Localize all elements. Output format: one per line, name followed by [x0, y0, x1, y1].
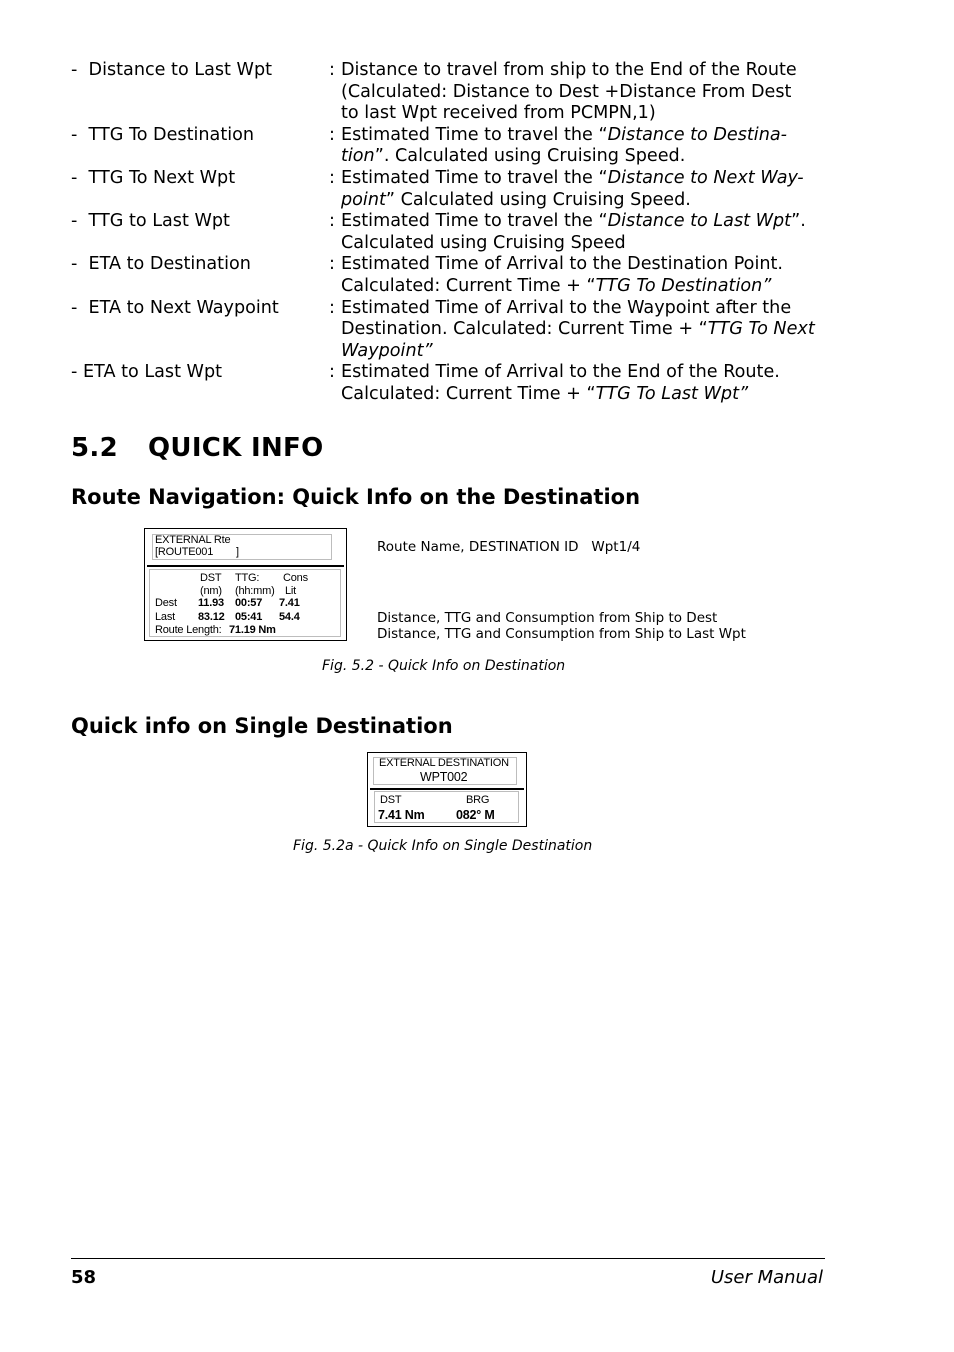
dst-label: DST: [380, 794, 402, 806]
route-name: [ROUTE001 ]: [155, 546, 239, 558]
section-number: 5.2: [71, 433, 118, 463]
dest-ttg: 00:57: [235, 597, 263, 609]
section-heading: [71, 433, 323, 463]
definition-term: - TTG To Destination: [71, 124, 255, 145]
definition-row: - ETA to Next Waypoint : Estimated Time of Arrival to the Waypoint after the Destination. Calculated: Current Time + “TTG To Next Waypoint”: [71, 298, 827, 363]
route-quick-info-panel: [144, 528, 347, 641]
definition-term: - ETA to Destination: [71, 254, 251, 275]
note-last: Distance, TTG and Consumption from Ship to Last Wpt: [377, 626, 746, 642]
destination-id: WPT002: [420, 770, 468, 784]
dest-cons: 7.41: [279, 597, 300, 609]
definition-row: - TTG to Last Wpt : Estimated Time to travel the “Distance to Last Wpt”. Calculated using Cruising Speed: [71, 211, 827, 254]
last-cons: 54.4: [279, 611, 300, 623]
dest-dst: 11.93: [198, 597, 224, 609]
note-route-name: Route Name, DESTINATION ID Wpt1/4: [377, 539, 641, 555]
row-label-last: Last: [155, 611, 175, 623]
figure-caption: Fig. 5.2a - Quick Info on Single Destination: [293, 838, 593, 854]
subheading-route-navigation: Route Navigation: Quick Info on the Destination: [71, 485, 641, 509]
external-destination-label: EXTERNAL DESTINATION: [379, 757, 509, 769]
definition-term: - TTG To Next Wpt: [71, 167, 236, 188]
last-ttg: 05:41: [235, 611, 263, 623]
definition-desc: Estimated Time to travel the “Distance to Next Way- point” Calculated using Cruising Speed.: [341, 167, 804, 210]
definition-list: [71, 60, 827, 406]
col-unit-cons: Lit: [285, 585, 297, 597]
note-dest: Distance, TTG and Consumption from Ship to Dest: [377, 610, 718, 626]
col-unit-ttg: (hh:mm): [235, 585, 275, 597]
col-header-dst: DST: [200, 572, 222, 584]
section-title: QUICK INFO: [148, 433, 324, 463]
definition-term: - Distance to Last Wpt: [71, 60, 273, 80]
page-number: 58: [71, 1267, 97, 1288]
definition-desc: Estimated Time to travel the “Distance to Last Wpt”. Calculated using Cruising Speed: [341, 211, 806, 253]
definition-row: - ETA to Last Wpt : Estimated Time of Arrival to the End of the Route. Calculated: Current Time + “TTG To Last Wpt”: [71, 362, 827, 405]
footer-divider: [71, 1258, 825, 1259]
col-unit-dst: (nm): [200, 585, 222, 597]
definition-desc: Estimated Time of Arrival to the Waypoint after the Destination. Calculated: Current Time + “TTG To Next Waypoint”: [341, 297, 815, 361]
last-dst: 83.12: [198, 611, 225, 623]
footer-title: User Manual: [710, 1267, 823, 1288]
col-header-cons: Cons: [283, 572, 308, 584]
definition-desc: Distance to travel from ship to the End of the Route (Calculated: Distance to Dest +Distance From Dest to last Wpt received from PCMPN,1): [341, 60, 797, 124]
brg-label: BRG: [466, 794, 490, 806]
definition-desc: Estimated Time to travel the “Distance to Destina- tion”. Calculated using Cruising Speed.: [341, 124, 787, 167]
route-length-label: Route Length:: [155, 624, 222, 636]
subheading-single-destination: Quick info on Single Destination: [71, 714, 453, 738]
definition-term: - ETA to Next Waypoint: [71, 297, 279, 318]
definition-row: - ETA to Destination : Estimated Time of Arrival to the Destination Point. Calculated: Current Time + “TTG To Destination”: [71, 254, 827, 297]
definition-desc: Estimated Time of Arrival to the Destination Point. Calculated: Current Time + “TTG To Destination”: [341, 254, 783, 296]
figure-caption: Fig. 5.2 - Quick Info on Destination: [322, 658, 566, 674]
route-external-label: EXTERNAL Rte: [155, 534, 231, 546]
definition-row: - Distance to Last Wpt : Distance to travel from ship to the End of the Route (Calculated: Distance to Dest +Distance From Dest to last Wpt received from PCMPN,1): [71, 60, 827, 125]
route-length-value: 71.19 Nm: [229, 624, 276, 636]
brg-value: 082° M: [456, 808, 495, 822]
definition-term: - TTG to Last Wpt: [71, 211, 230, 232]
single-destination-panel: [367, 752, 527, 827]
definition-row: - TTG To Next Wpt : Estimated Time to travel the “Distance to Next Way- point” Calculated using Cruising Speed.: [71, 168, 827, 211]
col-header-ttg: TTG:: [235, 572, 260, 584]
definition-term: - ETA to Last Wpt: [71, 362, 223, 383]
definition-desc: Estimated Time of Arrival to the End of the Route. Calculated: Current Time + “TTG To Last Wpt”: [341, 362, 780, 404]
dst-value: 7.41 Nm: [378, 808, 425, 822]
row-label-dest: Dest: [155, 597, 177, 609]
definition-row: - TTG To Destination : Estimated Time to travel the “Distance to Destina- tion”. Calculated using Cruising Speed.: [71, 125, 827, 168]
